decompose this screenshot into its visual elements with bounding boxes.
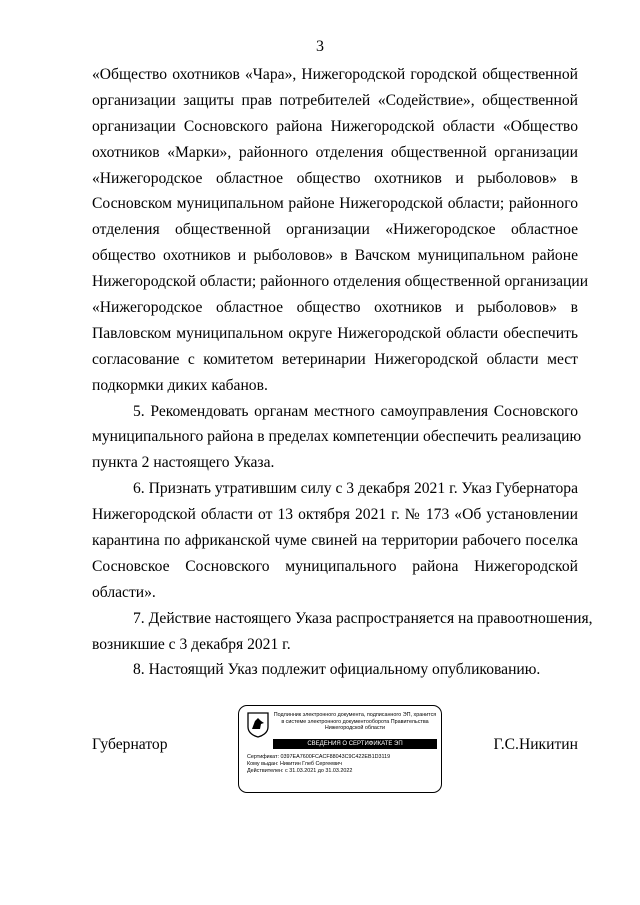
text-line: 5. Рекомендовать органам местного самоуправления Сосновского: [133, 402, 578, 420]
text-line: согласование с комитетом ветеринарии Нижегородской области мест: [92, 350, 578, 368]
text-line: отделения общественной организации «Нижегородское областное: [92, 221, 578, 239]
electronic-signature-stamp: [238, 705, 442, 793]
text-line: организации Сосновского района Нижегородской области «Общество: [92, 117, 578, 135]
coat-of-arms-icon: [247, 712, 269, 738]
text-line: Павловском муниципальном округе Нижегородской области обеспечить: [92, 324, 578, 342]
text-line: Нижегородской области от 13 октября 2021 г. № 173 «Об установлении: [92, 506, 578, 524]
text-line: организации защиты прав потребителей «Содействие», общественной: [92, 91, 578, 109]
page-number: 3: [316, 38, 324, 55]
text-line: «Нижегородское областное общество охотников и рыболовов» в: [92, 169, 578, 187]
text-line: муниципального района в пределах компетенции обеспечить реализацию: [92, 428, 582, 446]
text-line: Сосновское Сосновского муниципального района Нижегородской: [92, 557, 578, 575]
text-line: 7. Действие настоящего Указа распространяется на правоотношения,: [133, 609, 593, 627]
text-line: охотников «Марки», районного отделения общественной организации: [92, 143, 578, 161]
stamp-header: Подлинник электронного документа, подписанного ЭП, хранится в системе электронного документооборота Правительства Нижегородской области: [273, 712, 437, 732]
text-line: карантина по африканской чуме свиней на территории рабочего поселка: [92, 532, 578, 550]
stamp-title-bar: СВЕДЕНИЯ О СЕРТИФИКАТЕ ЭП: [273, 739, 437, 749]
stamp-issued-to: Кому выдан: Никитин Глеб Сергеевич: [247, 760, 342, 767]
stamp-certificate: Сертификат: 0397EA7600FCACF88043C9C422EB1D3119: [247, 754, 391, 760]
text-line: 6. Признать утратившим силу с 3 декабря 2021 г. Указ Губернатора: [133, 480, 578, 498]
text-line: Сосновском муниципальном районе Нижегородской области; районного: [92, 195, 578, 213]
text-line: Нижегородской области; районного отделения общественной организации: [92, 273, 589, 291]
signer-title: Губернатор: [92, 736, 168, 753]
text-line: области».: [92, 583, 156, 601]
text-line: пункта 2 настоящего Указа.: [92, 454, 275, 472]
document-body: [92, 62, 593, 683]
text-line: «Нижегородское областное общество охотников и рыболовов» в: [92, 299, 578, 317]
stamp-details: [247, 754, 437, 774]
signer-name: Г.С.Никитин: [493, 736, 578, 753]
text-line: «Общество охотников «Чара», Нижегородской городской общественной: [92, 66, 578, 83]
stamp-validity: Действителен: с 31.03.2021 до 31.03.2022: [247, 767, 353, 774]
text-line: общество охотников и рыболовов» в Вачском муниципальном районе: [92, 247, 578, 265]
text-line: 8. Настоящий Указ подлежит официальному опубликованию.: [133, 661, 541, 679]
text-line: подкормки диких кабанов.: [92, 376, 268, 394]
text-line: возникшие с 3 декабря 2021 г.: [92, 635, 291, 653]
